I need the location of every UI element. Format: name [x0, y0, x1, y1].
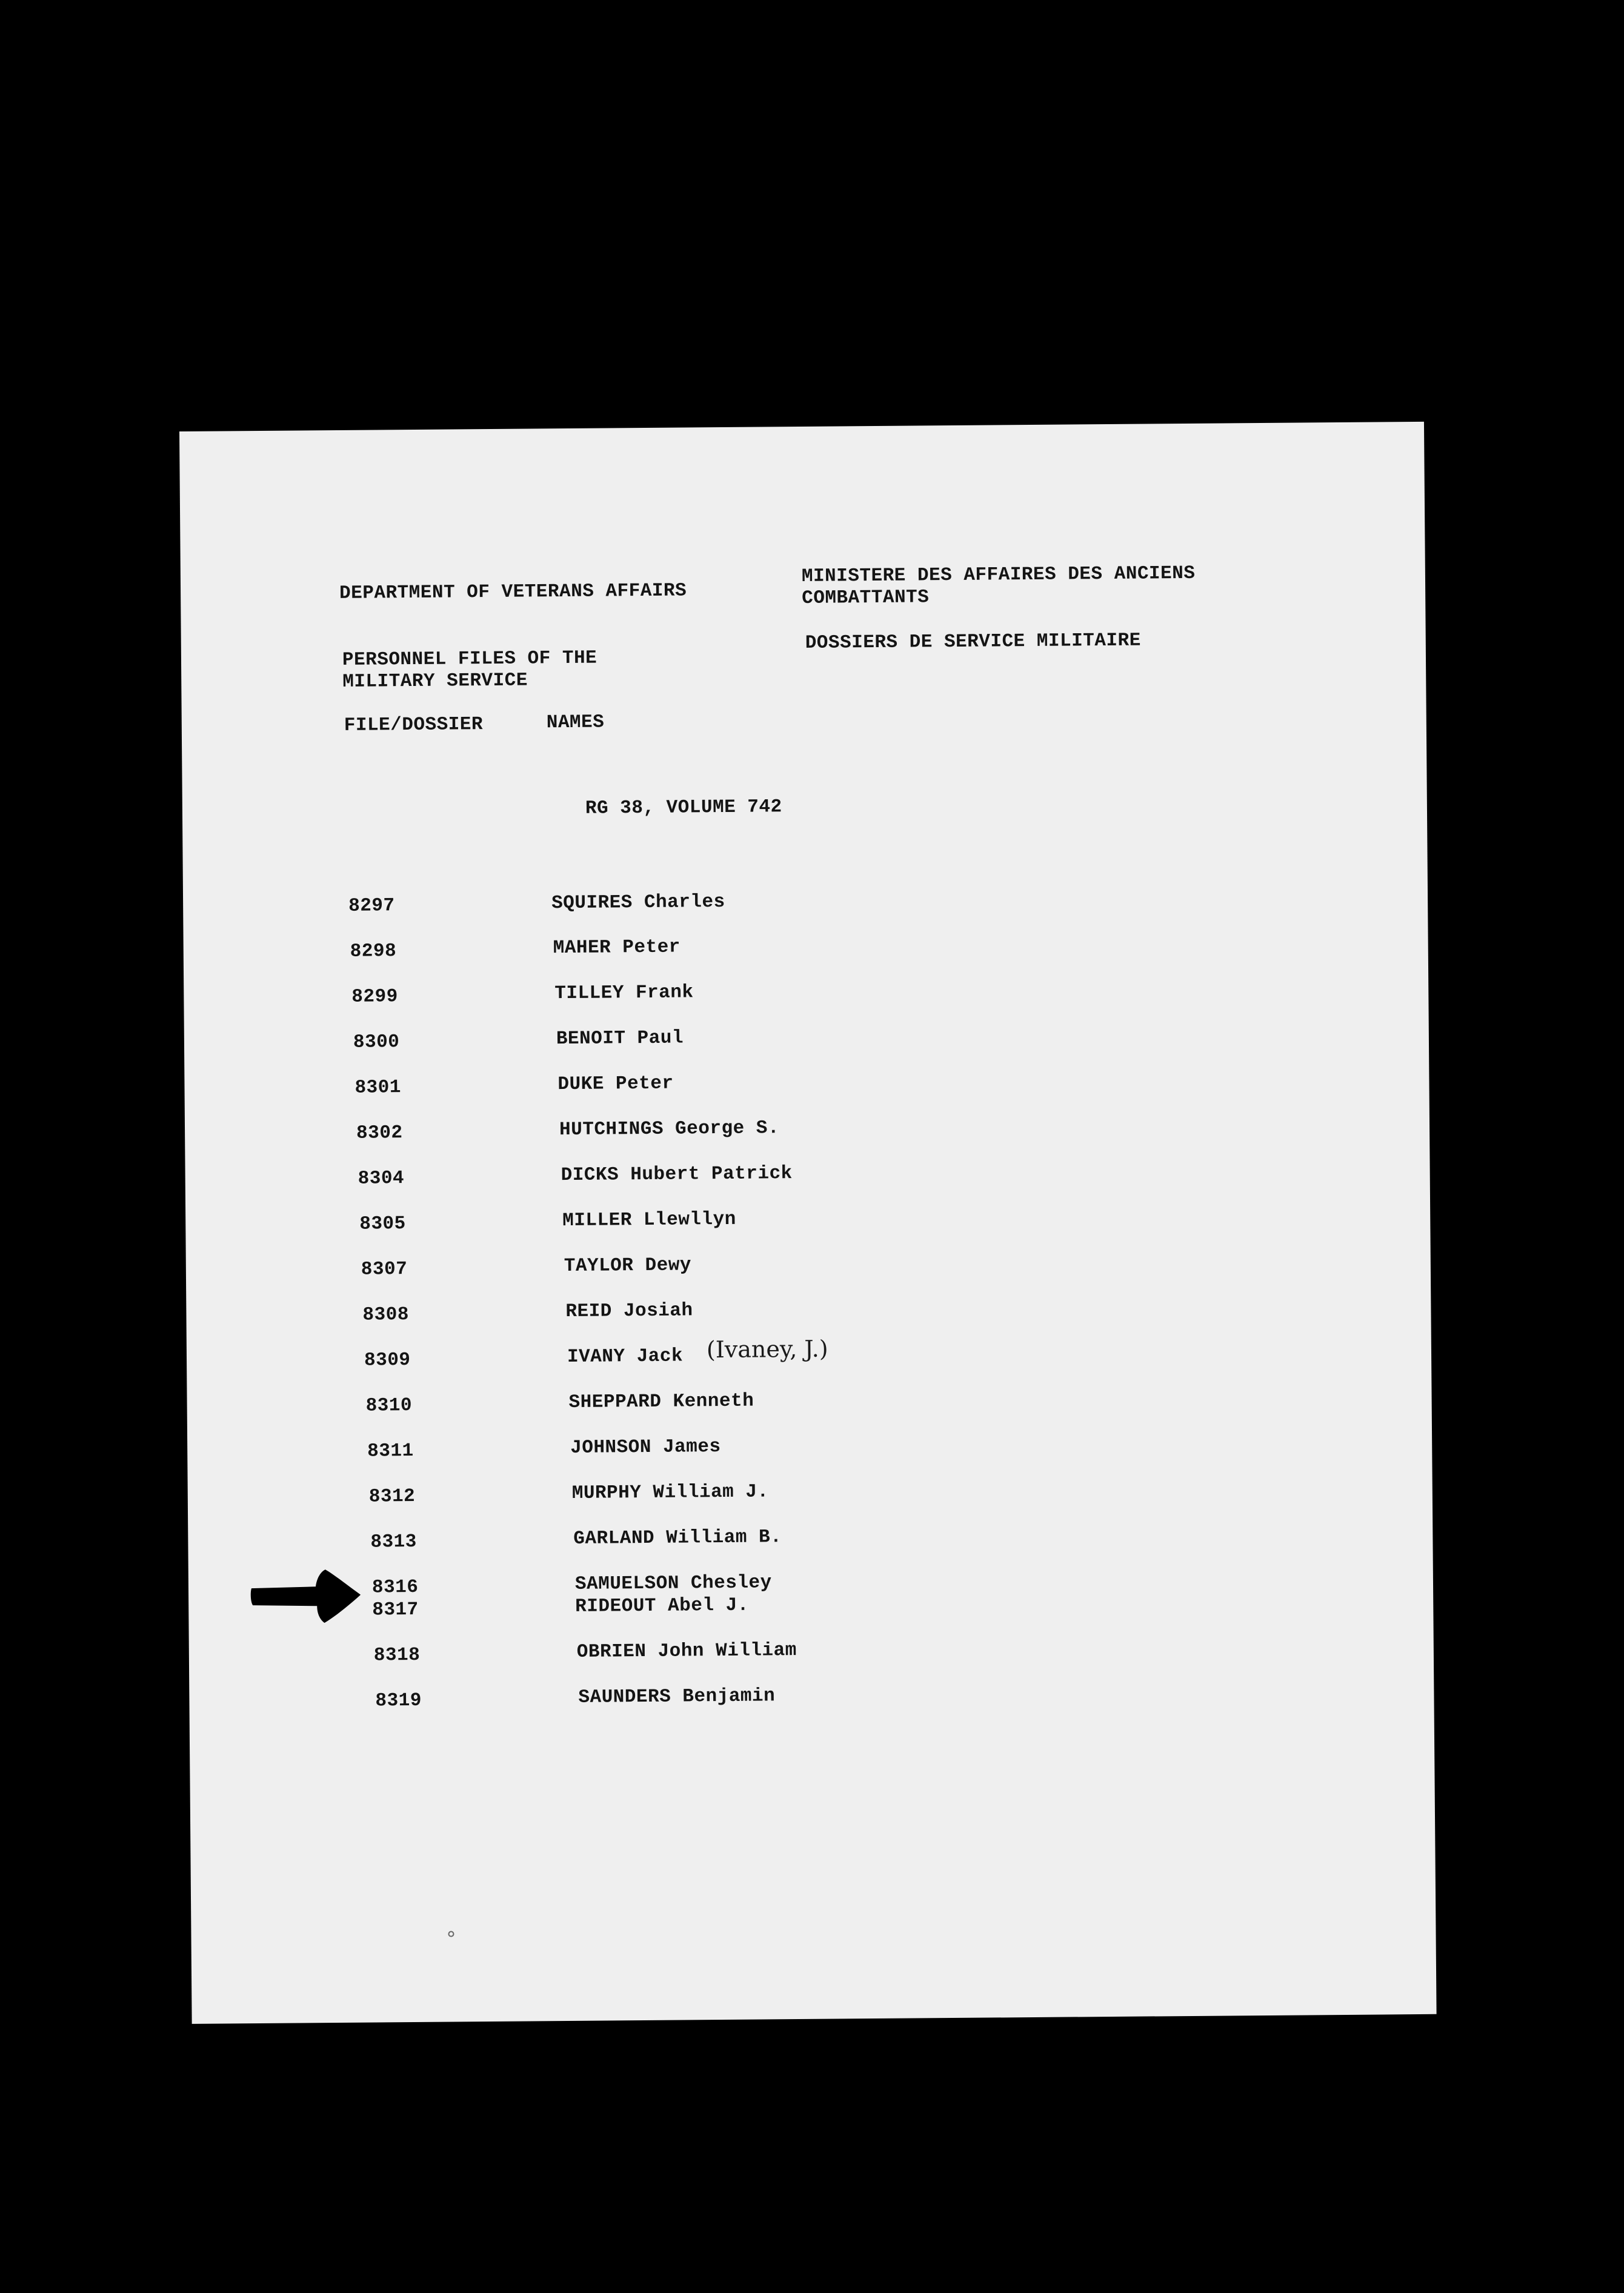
- column-header-file: FILE/DOSSIER: [344, 714, 484, 736]
- file-number: 8313: [370, 1531, 417, 1553]
- entry-name: SHEPPARD Kenneth: [568, 1390, 754, 1414]
- column-header-names: NAMES: [546, 711, 605, 734]
- files-title-fr: DOSSIERS DE SERVICE MILITAIRE: [805, 630, 1141, 654]
- volume-label: RG 38, VOLUME 742: [585, 796, 782, 819]
- file-number: 8311: [367, 1440, 414, 1462]
- entry-name: MURPHY William J.: [571, 1481, 769, 1504]
- entry-name: HUTCHINGS George S.: [559, 1117, 780, 1141]
- files-title-en-line1: PERSONNEL FILES OF THE: [342, 647, 597, 671]
- entry-name: RIDEOUT Abel J.: [575, 1594, 749, 1617]
- file-number: 8302: [356, 1122, 403, 1144]
- department-title-en: DEPARTMENT OF VETERANS AFFAIRS: [339, 580, 687, 604]
- entry-name: TAYLOR Dewy: [564, 1254, 692, 1277]
- file-number: 8318: [373, 1644, 421, 1666]
- file-number: 8308: [362, 1304, 410, 1326]
- paper-speck: [448, 1931, 454, 1937]
- document-page: [179, 422, 1437, 2024]
- entry-name: SAUNDERS Benjamin: [578, 1685, 776, 1708]
- entry-name: REID Josiah: [565, 1300, 693, 1323]
- entry-name: IVANY Jack: [567, 1345, 684, 1368]
- entry-name: MILLER Llewllyn: [562, 1208, 736, 1232]
- file-number: 8307: [361, 1259, 408, 1280]
- file-number: 8300: [353, 1031, 400, 1053]
- entry-name: BENOIT Paul: [556, 1027, 684, 1050]
- entry-name: SQUIRES Charles: [551, 891, 725, 914]
- file-number: 8312: [368, 1485, 416, 1508]
- entry-name: DUKE Peter: [557, 1073, 674, 1096]
- entry-name: OBRIEN John William: [576, 1640, 797, 1663]
- file-number: 8297: [348, 895, 395, 917]
- file-number: 8301: [354, 1077, 402, 1099]
- entry-name: DICKS Hubert Patrick: [561, 1163, 793, 1186]
- handwritten-annotation: (Ivaney, J.): [706, 1335, 828, 1363]
- file-number: 8298: [350, 940, 397, 962]
- entry-name: MAHER Peter: [553, 936, 681, 959]
- file-number: 8305: [359, 1213, 406, 1235]
- file-number: 8299: [351, 986, 398, 1008]
- file-number: 8319: [375, 1689, 422, 1712]
- file-number: 8304: [358, 1168, 405, 1190]
- pointing-arrow-icon: [249, 1567, 365, 1626]
- file-number: 8316: [371, 1576, 419, 1599]
- department-title-fr-line1: MINISTERE DES AFFAIRES DES ANCIENS: [801, 562, 1196, 587]
- files-title-en-line2: MILITARY SERVICE: [342, 670, 528, 693]
- file-number: 8317: [372, 1599, 419, 1621]
- file-number: 8310: [365, 1395, 413, 1417]
- department-title-fr-line2: COMBATTANTS: [802, 587, 930, 609]
- entry-name: JOHNSON James: [570, 1436, 721, 1459]
- entry-name: SAMUELSON Chesley: [574, 1572, 772, 1595]
- entry-name: TILLEY Frank: [554, 982, 694, 1005]
- entry-name: GARLAND William B.: [573, 1526, 782, 1549]
- file-number: 8309: [364, 1350, 411, 1371]
